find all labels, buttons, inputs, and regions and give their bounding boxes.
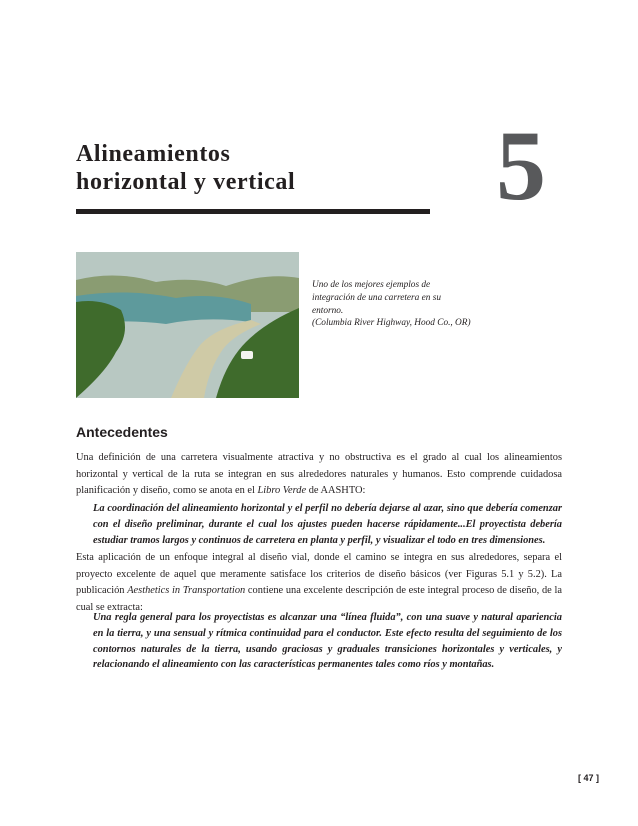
book-title: Libro Verde: [257, 485, 307, 497]
section-heading: Antecedentes: [76, 424, 168, 440]
caption-line: integración de una carretera en su: [312, 292, 442, 303]
publication-title: Aesthetics in Transportation: [127, 585, 246, 597]
caption-line: Uno de los mejores ejemplos de: [312, 280, 431, 290]
highway-photo-illustration: [76, 252, 299, 398]
paragraph-2: [76, 550, 562, 616]
paragraph-1: [76, 450, 562, 500]
paragraph-2-end: contiene una excelente descripción de este integral proceso de diseño, de la cual se extracta:: [76, 585, 562, 613]
page-number: [ 47 ]: [578, 773, 600, 783]
chapter-title-line-2: horizontal y vertical: [76, 169, 296, 195]
highway-photo: [76, 252, 299, 398]
caption-line: (Columbia River Highway, Hood Co., OR): [312, 318, 471, 329]
figure-caption: [312, 279, 502, 330]
title-underline: [76, 209, 430, 214]
chapter-title: [76, 140, 295, 196]
paragraph-2-text: Esta aplicación de un enfoque integral al diseño vial, donde el camino se integra en sus alrededores, separa el proyecto excelente de aquel que meramente satisface los criterios de diseño básicos (ver Figuras 5.1 y 5.2). La publicación: [76, 552, 562, 597]
quote-aesthetics: Una regla general para los proyectistas es alcanzar una “línea fluida”, con una suave y natural apariencia en la tierra, y una sensual y rítmica continuidad para el conductor. Este efecto resulta del seguimiento de los contornos naturales de la tierra, usando graciosas y graduales transiciones horizontales y verticales, y relacionando el alineamiento con las características permanentes tales como ríos y montañas.: [93, 612, 562, 671]
chapter-number: 5: [496, 110, 546, 221]
chapter-title-line-1: Alineamientos: [76, 141, 231, 167]
paragraph-1-end: de AASHTO:: [306, 485, 366, 497]
quote-aashto: La coordinación del alineamiento horizontal y el perfil no debería dejarse al azar, sino que debería comenzar con el diseño preliminar, durante el cual los ajustes pueden hacerse rápidamente...El proyectista debería estudiar tramos largos y continuos de carretera en planta y perfil, y visualizar el todo en tres dimensiones.: [93, 503, 562, 546]
photo-car: [241, 351, 253, 359]
paragraph-1-text: Una definición de una carretera visualmente atractiva y no obstructiva es el grado al cual los alineamientos horizontal y vertical de la ruta se integran en sus alrededores naturales y humanos. Esto comprende cuidadosa planificación y diseño, como se anota en el: [76, 452, 562, 497]
caption-line: entorno.: [312, 305, 344, 316]
